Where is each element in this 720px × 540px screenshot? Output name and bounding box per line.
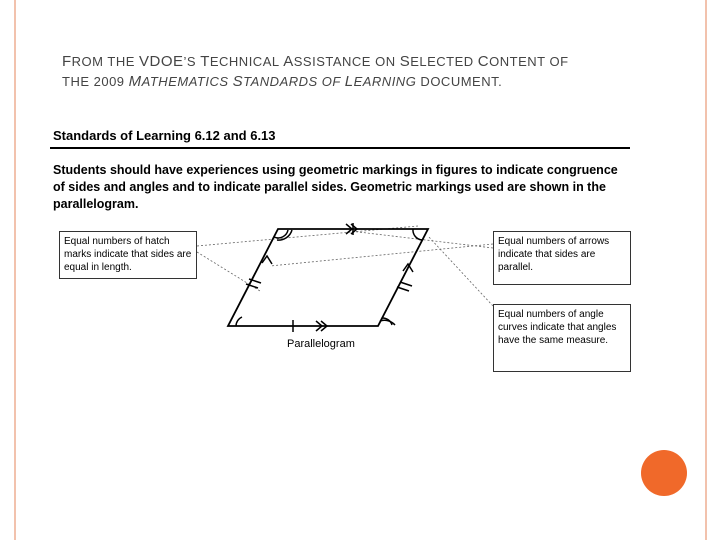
standards-figure <box>50 126 635 380</box>
figure-heading: Standards of Learning 6.12 and 6.13 <box>53 128 276 143</box>
hatch-marks <box>246 223 412 332</box>
callout-hatch-marks: Equal numbers of hatch marks indicate that sides are equal in length. <box>59 231 197 279</box>
callout-arrows: Equal numbers of arrows indicate that sides are parallel. <box>493 231 631 285</box>
slide-title <box>62 52 662 92</box>
decorative-circle <box>641 450 687 496</box>
callout-angle-curves: Equal numbers of angle curves indicate that angles have the same measure. <box>493 304 631 372</box>
figure-body-text: Students should have experiences using geometric markings in figures to indicate congruence of sides and angles and to indicate parallel sides. Geometric markings used are shown in the parallelogram. <box>53 163 618 211</box>
border-line-left <box>14 0 16 540</box>
slide-title-line-2: THE 2009 MATHEMATICS STANDARDS OF LEARNING DOCUMENT. <box>62 73 503 90</box>
pointer-lines <box>197 226 493 306</box>
border-line-right <box>705 0 707 540</box>
angle-curves <box>236 229 422 326</box>
parallelogram-caption: Parallelogram <box>287 338 355 350</box>
slide-title-line-1: FROM THE VDOE’S TECHNICAL ASSISTANCE ON SELECTED CONTENT OF <box>62 53 569 70</box>
parallelogram-shape <box>228 229 428 326</box>
